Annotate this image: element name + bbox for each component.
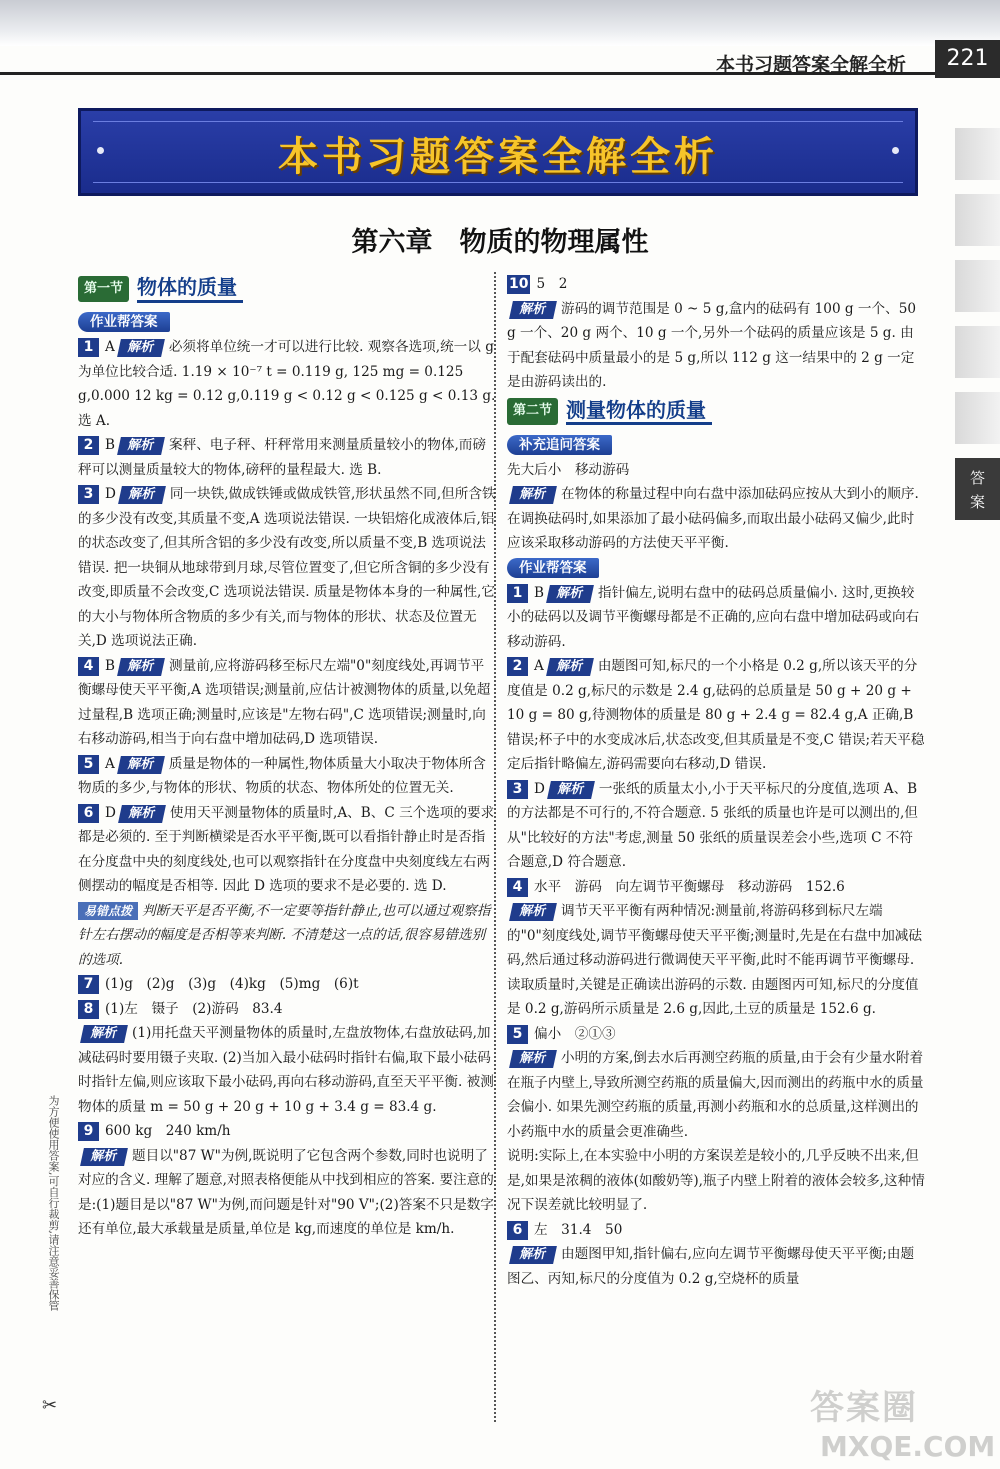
running-title: 本书习题答案全解全析 [716, 54, 907, 76]
page-header [0, 0, 1000, 78]
answer-item: 1 A 解析 必须将单位统一才可以进行比较. 观察各选项,统一以 g 为单位比较合适. 1.19 × 10⁻⁷ t = 0.119 g, 125 mg = 0.125 g,0.000 12 kg = 0.12 g,0.119 g < 0.12 g < 0.125 g < 0.13 g. 选 A. [78, 339, 496, 429]
analysis-tag: 解析 [118, 805, 166, 823]
answer-item: 5 偏小 ②①③ [507, 1022, 925, 1047]
answer-item: 4 B 解析 测量前,应将游码移至标尺左端"0"刻度线处,再调节平衡螺母使天平平衡,A 选项错误;测量前,应估计被测物体的质量,以免超过量程,B 选项正确;测量时,应该是"左物右码",C 选项错误;测量时,向右移动游码,相当于向右盘中增加砝码,D 选项错误. [78, 657, 491, 747]
answer-item: 5 A 解析 质量是物体的一种属性,物体质量大小取决于物体所含物质的多少,与物体的形状、物质的状态、物体所处的位置无关. [78, 755, 486, 796]
homework-answers-tag: 作业帮答案 [507, 558, 599, 578]
analysis-tag: 解析 [117, 658, 165, 676]
watermark-url: MXQE.COM [820, 1430, 996, 1463]
supplementary-answers-tag: 补充追问答案 [507, 435, 612, 455]
supplementary-answer: 先大后小 移动游码 [507, 461, 630, 478]
section-title: 物体的质量 [137, 275, 243, 303]
answer-item: 6 D 解析 使用天平测量物体的质量时,A、B、C 三个选项的要求都是必须的. 至于判断横梁是否水平平衡,既可以看指针静止时是否指在分度盘中央的刻度线处,也可以观察指针在分度盘中央刻度线左右两侧摆动的幅度是否相等. 因此 D 选项的要求不是必要的. 选 D. [78, 804, 495, 894]
left-column [78, 272, 496, 1242]
analysis-block: 解析 题目以"87 W"为例,既说明了它包含两个参数,同时也说明了对应的含义. 理解了题意,对照表格便能从中找到相应的答案. 要注意的是:(1)题目是以"87 W"为例,而问题是针对"90 V";(2)答案不只是数字还有单位,最大承载量是质量,单位是 kg,而速度的单位是 km/h. [78, 1147, 494, 1237]
page-number: 221 [935, 40, 1000, 78]
tip-note: 易错点拨 判断天平是否平衡,不一定要等指针静止,也可以通过观察指针左右摆动的幅度是否相等来判断. 不清楚这一点的话,很容易错选别的选项. [78, 902, 491, 968]
analysis-tag: 解析 [509, 301, 557, 319]
analysis-tag: 解析 [80, 1148, 128, 1166]
homework-answers-tag: 作业帮答案 [78, 312, 170, 332]
analysis-tag: 解析 [117, 756, 165, 774]
analysis-tag: 解析 [117, 339, 165, 357]
scissors-icon: ✂ [42, 1395, 58, 1416]
answer-item: 6 左 31.4 50 [507, 1218, 925, 1243]
answer-item: 2 B 解析 案秤、电子秤、杆秤常用来测量质量较小的物体,而磅秤可以测量质量较大的物体,磅秤的量程最大. 选 B. [78, 437, 486, 478]
answer-item: 7 (1)g (2)g (3)g (4)kg (5)mg (6)t [78, 972, 496, 997]
answer-item: 3 D 解析 一张纸的质量太小,小于天平标尺的分度值,选项 A、B 的方法都是不可行的,不符合题意. 5 张纸的质量也许是可以测出的,但从"比较好的方法"考虑,测量 50 张纸的质量误差会小些,选项 C 不符合题意,D 符合题意. [507, 780, 918, 870]
side-tab [955, 326, 1000, 378]
analysis-block: 解析 由题图甲知,指针偏右,应向左调节平衡螺母使天平平衡;由题图乙、丙知,标尺的分度值为 0.2 g,空烧杯的质量 [507, 1246, 915, 1287]
analysis-block: 解析 在物体的称量过程中向右盘中添加砝码应按从大到小的顺序. 在调换砝码时,如果添加了最小砝码偏多,而取出最小砝码又偏少,此时应该采取移动游码的方法使天平平衡. [507, 486, 919, 551]
answer-item: 3 D 解析 同一块铁,做成铁锤或做成铁管,形状虽然不同,但所含铁的多少没有改变,其质量不变,A 选项说法错误. 一块铝熔化成液体后,铝的状态改变了,但其所含铝的多少没有改变,所以质量不变,B 选项说法错误. 把一块铜从地球带到月球,尽管位置变了,但它所含铜的多少没有改变,即质量不会改变,C 选项说法错误. 质量是物体本身的一种属性,它的大小与物体所含物质的多少有关,而与物体的形状、状态及位置无关,D 选项说法正确. [78, 486, 496, 649]
analysis-tag: 解析 [546, 658, 594, 676]
side-tab [955, 260, 1000, 312]
section-heading [507, 395, 925, 429]
analysis-tag: 解析 [80, 1025, 128, 1043]
analysis-tag: 解析 [509, 903, 557, 921]
analysis-tag: 解析 [547, 781, 595, 799]
side-thumb-tabs [955, 128, 1000, 520]
section-tag: 第一节 [78, 276, 129, 303]
answer-item: 2 A 解析 由题图可知,标尺的一个小格是 0.2 g,所以该天平的分度值是 0.2 g,标尺的示数是 2.4 g,砝码的总质量是 50 g + 20 g + 10 g = 80 g,待测物体的质量是 80 g + 2.4 g = 82.4 g,A 正确,B 错误;杯子中的水变成冰后,状态改变,但其质量是不变,C 错误;若天平稳定后指针略偏左,游码需要向右移动,D 错误. [507, 658, 925, 772]
side-tab [955, 392, 1000, 444]
analysis-tag: 解析 [509, 486, 557, 504]
answer-item: 1 B 解析 指针偏左,说明右盘中的砝码总质量偏小. 这时,更换较小的砝码以及调节平衡螺母都是不正确的,应向右盘中增加砝码或向右移动游码. [507, 584, 920, 650]
side-tab [955, 128, 1000, 180]
title-banner [78, 108, 918, 196]
answer-item: 8 (1)左 镊子 (2)游码 83.4 [78, 997, 496, 1022]
answer-item: 9 600 kg 240 km/h [78, 1119, 496, 1144]
analysis-block: 解析 小明的方案,倒去水后再测空药瓶的质量,由于会有少量水附着在瓶子内壁上,导致所测空药瓶的质量偏大,因而测出的药瓶中水的质量会偏小. 如果先测空药瓶的质量,再测小药瓶和水的总质量,这样测出的小药瓶中水的质量会更准确些. [507, 1050, 924, 1140]
analysis-block: 解析 调节天平平衡有两种情况:测量前,将游码移到标尺左端的"0"刻度线处,调节平衡螺母使天平平衡;测量时,先是在右盘中加减砝码,然后通过移动游码进行微调使天平平衡,此时不能再调节平衡螺母. 读取质量时,关键是正确读出游码的示数. 由题图丙可知,标尺的分度值是 0.2 g,游码所示质量是 2.6 g,因此,土豆的质量是 152.6 g. [507, 903, 922, 1017]
tip-tag: 易错点拨 [78, 902, 138, 920]
right-column [507, 272, 925, 1291]
note-text: 说明:实际上,在本实验中小明的方案误差是较小的,几乎反映不出来,但是,如果是浓稠的液体(如酸奶等),瓶子内壁上附着的液体会较多,这种情况下误差就比较明显了. [507, 1148, 925, 1213]
analysis-tag: 解析 [117, 437, 165, 455]
side-tab-answers: 答 案 [955, 458, 1000, 520]
analysis-tag: 解析 [509, 1050, 557, 1068]
answer-item: 10 5 2 [509, 276, 568, 292]
section-tag: 第二节 [507, 398, 558, 425]
banner-title: 本书习题答案全解全析 [278, 134, 718, 180]
analysis-block: 解析 游码的调节范围是 0 ~ 5 g,盒内的砝码有 100 g 一个、50 g 一个、20 g 两个、10 g 一个,另外一个砝码的质量应该是 5 g. 由于配套砝码中质量最小的是 5 g,所以 112 g 这一结果中的 2 g 一定是由游码读出的. [507, 300, 917, 390]
answer-item: 4 水平 游码 向左调节平衡螺母 移动游码 152.6 [507, 875, 925, 900]
analysis-tag: 解析 [509, 1246, 557, 1264]
watermark-logo: 答案圈 [810, 1388, 918, 1428]
analysis-tag: 解析 [546, 585, 594, 603]
section-heading [78, 272, 496, 306]
analysis-tag: 解析 [118, 486, 166, 504]
margin-cut-note: 为方便使用答案,可自行裁剪,请注意妥善保管 [47, 1095, 60, 1311]
chapter-title: 第六章 物质的物理属性 [351, 227, 649, 258]
analysis-block: 解析 (1)用托盘天平测量物体的质量时,左盘放物体,右盘放砝码,加减砝码时要用镊子夹取. (2)当加入最小砝码时指针右偏,取下最小砝码时指针左偏,则应该取下最小砝码,再向右移动游码,直至天平平衡. 被测物体的质量 m = 50 g + 20 g + 10 g + 3.4 g = 83.4 g. [78, 1025, 494, 1115]
section-title: 测量物体的质量 [566, 398, 712, 426]
